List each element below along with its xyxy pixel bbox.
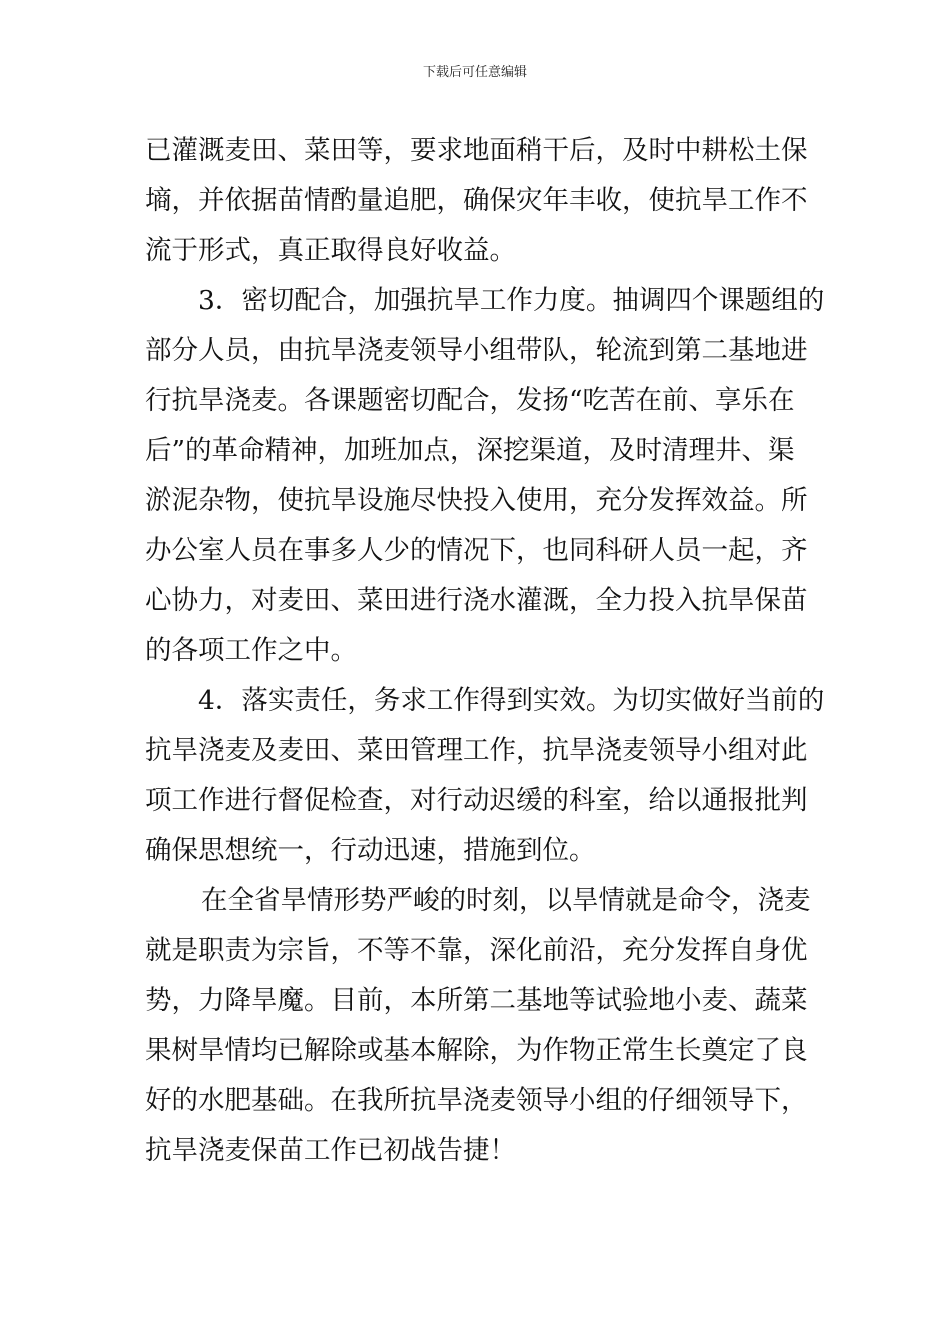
text-line: 抗旱浇麦及麦田、菜田管理工作，抗旱浇麦领导小组对此 <box>145 735 808 766</box>
text-line: 已灌溉麦田、菜田等，要求地面稍干后，及时中耕松土保 <box>145 135 808 166</box>
text-line: 果树旱情均已解除或基本解除，为作物正常生长奠定了良 <box>145 1035 808 1066</box>
text-line: 抗旱浇麦保苗工作已初战告捷！ <box>145 1135 516 1166</box>
text-line: 淤泥杂物，使抗旱设施尽快投入使用，充分发挥效益。所 <box>145 485 808 516</box>
text-line: 好的水肥基础。在我所抗旱浇麦领导小组的仔细领导下， <box>145 1085 808 1116</box>
text-line: 就是职责为宗旨，不等不靠，深化前沿，充分发挥自身优 <box>145 935 808 966</box>
closing-paragraph-start: 在全省旱情形势严峻的时刻，以旱情就是命令，浇麦 <box>201 885 811 916</box>
text-line: 后”的革命精神，加班加点，深挖渠道，及时清理井、渠 <box>145 435 795 466</box>
paragraph-3-start: 3．密切配合，加强抗旱工作力度。抽调四个课题组的 <box>198 285 825 316</box>
text-line: 流于形式，真正取得良好收益。 <box>145 235 516 266</box>
document-body <box>145 126 825 1176</box>
text-line: 心协力，对麦田、菜田进行浇水灌溉，全力投入抗旱保苗 <box>145 585 808 616</box>
text-line: 墒，并依据苗情酌量追肥，确保灾年丰收，使抗旱工作不 <box>145 185 808 216</box>
text-line: 的各项工作之中。 <box>145 635 357 666</box>
paragraph-4-start: 4．落实责任，务求工作得到实效。为切实做好当前的 <box>198 685 825 716</box>
text-line: 部分人员，由抗旱浇麦领导小组带队，轮流到第二基地进 <box>145 335 808 366</box>
text-line: 行抗旱浇麦。各课题密切配合，发扬“吃苦在前、享乐在 <box>145 385 795 416</box>
text-line: 势，力降旱魔。目前，本所第二基地等试验地小麦、蔬菜 <box>145 985 808 1016</box>
text-line: 办公室人员在事多人少的情况下，也同科研人员一起，齐 <box>145 535 808 566</box>
text-line: 确保思想统一，行动迅速，措施到位。 <box>145 835 596 866</box>
text-line: 项工作进行督促检查，对行动迟缓的科室，给以通报批判 <box>145 785 808 816</box>
page-header: 下载后可任意编辑 <box>422 65 527 80</box>
